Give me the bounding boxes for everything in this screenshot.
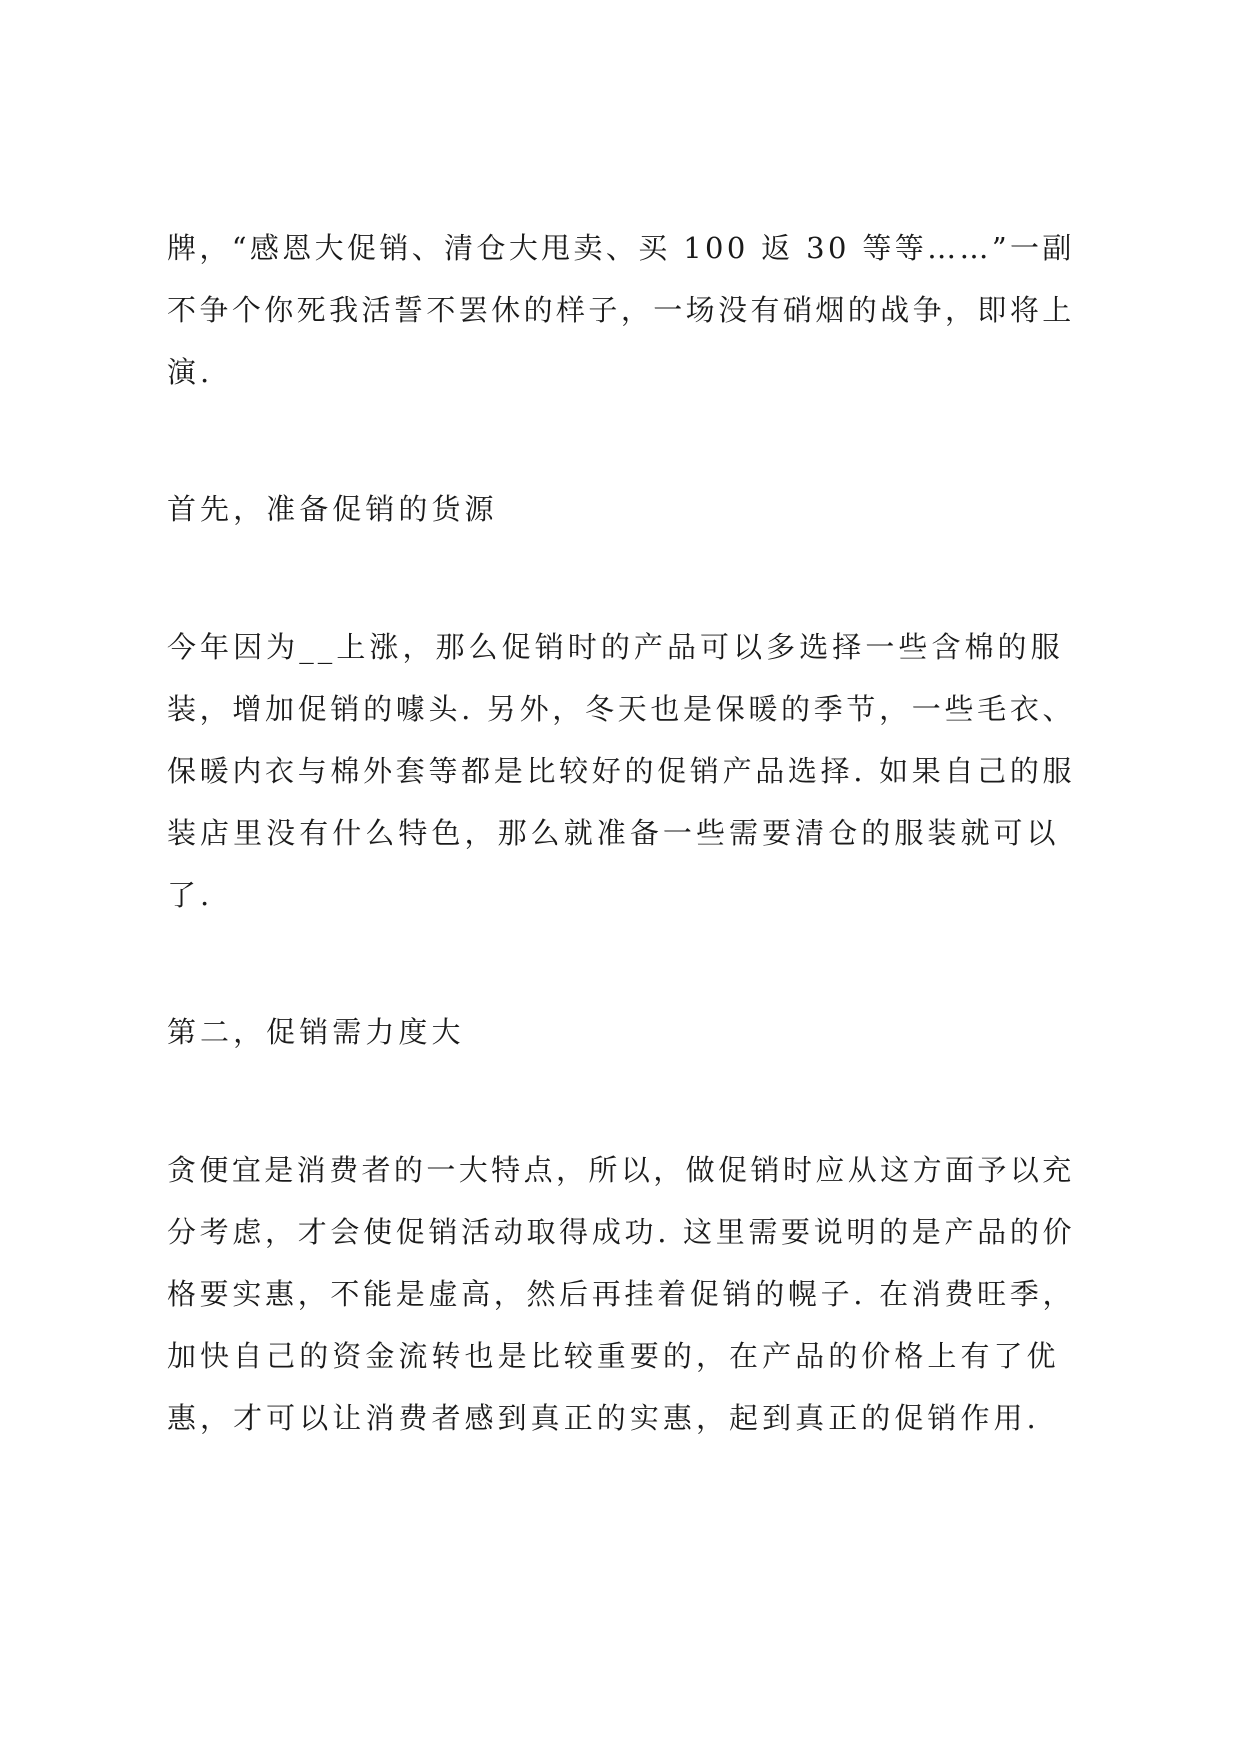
section-second-line-5: 惠，才可以让消费者感到真正的实惠，起到真正的促销作用. <box>167 1401 1040 1435</box>
section-second-line-4: 加快自己的资金流转也是比较重要的，在产品的价格上有了优 <box>167 1339 1060 1373</box>
section-second-line-3: 格要实惠，不能是虚高，然后再挂着促销的幌子. 在消费旺季， <box>167 1277 1076 1311</box>
section-second-heading: 第二，促销需力度大 <box>167 1015 465 1049</box>
section-second-line-1: 贪便宜是消费者的一大特点，所以，做促销时应从这方面予以充 <box>167 1153 1075 1187</box>
section-first-line-2: 装，增加促销的噱头. 另外，冬天也是保暖的季节，一些毛衣、 <box>167 692 1076 726</box>
intro-line-3: 演. <box>167 355 214 389</box>
section-first-heading: 首先，准备促销的货源 <box>167 492 498 526</box>
intro-line-2: 不争个你死我活誓不罢休的样子，一场没有硝烟的战争，即将上 <box>167 293 1075 327</box>
section-first-line-5: 了. <box>167 878 214 912</box>
section-first-line-4: 装店里没有什么特色，那么就准备一些需要清仓的服装就可以 <box>167 816 1060 850</box>
section-second-line-2: 分考虑，才会使促销活动取得成功. 这里需要说明的是产品的价 <box>167 1215 1076 1249</box>
section-first-line-3: 保暖内衣与棉外套等都是比较好的促销产品选择. 如果自己的服 <box>167 754 1076 788</box>
section-first-line-1: 今年因为__上涨，那么促销时的产品可以多选择一些含棉的服 <box>167 630 1064 664</box>
intro-line-1: 牌，“感恩大促销、清仓大甩卖、买 100 返 30 等等……”一副 <box>167 231 1075 265</box>
